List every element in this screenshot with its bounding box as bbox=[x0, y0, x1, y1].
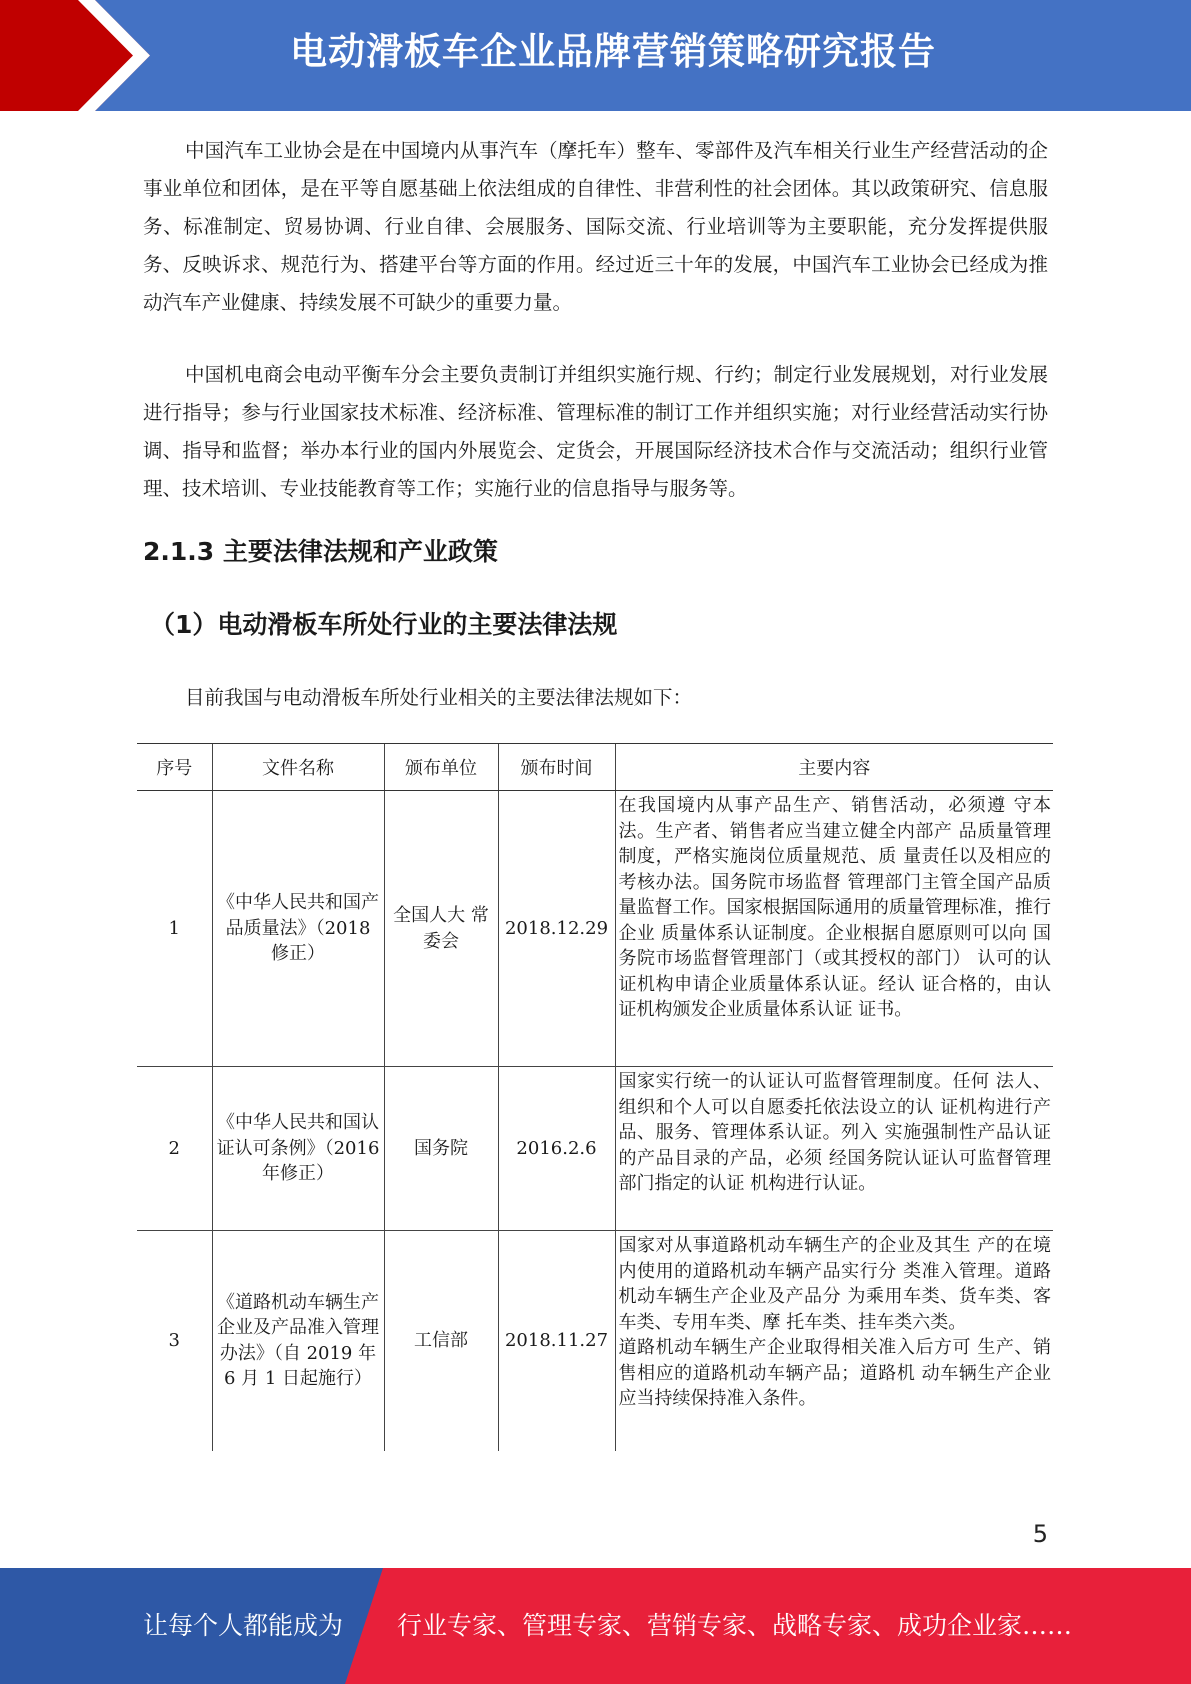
table-row bbox=[137, 1231, 1053, 1451]
cell-date: 2018.12.29 bbox=[498, 791, 615, 1067]
cell-date: 2016.2.6 bbox=[498, 1067, 615, 1231]
content-line: 道路机动车辆生产企业取得相关准入后方可 生产、销售相应的道路机动车辆产品；道路机 动车辆生产企业应当持续保持准入条件。 bbox=[618, 1337, 1051, 1409]
cell-doc-name: 《中华人民共和国认证认可条例》（2016 年修正） bbox=[212, 1067, 384, 1231]
page-footer bbox=[0, 1568, 1191, 1684]
header-issuer: 颁布单位 bbox=[384, 744, 498, 791]
cell-issuer: 国务院 bbox=[384, 1067, 498, 1231]
cell-no: 3 bbox=[168, 1330, 180, 1351]
cell-no: 2 bbox=[137, 1067, 212, 1231]
laws-table bbox=[137, 743, 1053, 1451]
cell-content bbox=[615, 1231, 1053, 1451]
page-header bbox=[0, 0, 1191, 111]
table-intro: 目前我国与电动滑板车所处行业相关的主要法律法规如下： bbox=[185, 686, 693, 709]
cell-no: 1 bbox=[137, 791, 212, 1067]
subsection-heading: （1）电动滑板车所处行业的主要法律法规 bbox=[150, 610, 618, 639]
footer-slogan-right: 行业专家、管理专家、营销专家、战略专家、成功企业家…… bbox=[397, 1611, 1073, 1640]
cell-doc-name: 《中华人民共和国产品质量法》（2018 修正） bbox=[212, 791, 384, 1067]
cell-issuer: 全国人大 常委会 bbox=[384, 791, 498, 1067]
footer-slogan-left: 让每个人都能成为 bbox=[143, 1611, 344, 1640]
paragraph-caam: 中国汽车工业协会是在中国境内从事汽车（摩托车）整车、零部件及汽车相关行业生产经营活动的企事业单位和团体，是在平等自愿基础上依法组成的自律性、非营利性的社会团体。其以政策研究、信息服务、标准制定、贸易协调、行业自律、会展服务、国际交流、行业培训等为主要职能，充分发挥提供服务、反映诉求、规范行为、搭建平台等方面的作用。经过近三十年的发展，中国汽车工业协会已经成为推动汽车产业健康、持续发展不可缺少的重要力量。 bbox=[143, 139, 1048, 314]
section-heading: 2.1.3 主要法律法规和产业政策 bbox=[143, 537, 498, 566]
paragraph-balance-car-branch: 中国机电商会电动平衡车分会主要负责制订并组织实施行规、行约；制定行业发展规划，对行业发展进行指导；参与行业国家技术标准、经济标准、管理标准的制订工作并组织实施；对行业经营活动实行协调、指导和监督；举办本行业的国内外展览会、定货会，开展国际经济技术合作与交流活动；组织行业管理、技术培训、专业技能教育等工作；实施行业的信息指导与服务等。 bbox=[143, 363, 1048, 500]
cell-issuer: 工信部 bbox=[384, 1231, 498, 1451]
cell-content: 国家实行统一的认证认可监督管理制度。任何 法人、组织和个人可以自愿委托依法设立的认 证机构进行产品、服务、管理体系认证。列入 实施强制性产品认证的产品目录的产品，必须 经国务院认证认可监督管理部门指定的认证 机构进行认证。 bbox=[615, 1067, 1053, 1231]
cell-doc-name: 《道路机动车辆生产企业及产品准入管理办法》（自 2019 年 6 月 1 日起施行） bbox=[212, 1231, 384, 1451]
header-doc-name: 文件名称 bbox=[212, 744, 384, 791]
cell-date: 2018.11.27 bbox=[498, 1231, 615, 1451]
page-number: 5 bbox=[1032, 1520, 1048, 1548]
content-line: 国家对从事道路机动车辆生产的企业及其生 产的在境内使用的道路机动车辆产品实行分 类准入管理。道路机动车辆生产企业及产品分 为乘用车类、货车类、客车类、专用车类、摩 托车类、挂车类六类。 bbox=[618, 1235, 1051, 1333]
header-content: 主要内容 bbox=[615, 744, 1053, 791]
table-header-row bbox=[137, 744, 1053, 791]
header-date: 颁布时间 bbox=[498, 744, 615, 791]
table-row bbox=[137, 791, 1053, 1067]
table-row bbox=[137, 1067, 1053, 1231]
cell-content: 在我国境内从事产品生产、销售活动，必须遵 守本法。生产者、销售者应当建立健全内部产 品质量管理制度，严格实施岗位质量规范、质 量责任以及相应的考核办法。国务院市场监督 管理部门主管全国产品质量监督工作。国家根据国际通用的质量管理标准，推行企业 质量体系认证制度。企业根据自愿原则可以向 国务院市场监督管理部门（或其授权的部门） 认可的认证机构申请企业质量体系认证。经认 证合格的，由认证机构颁发企业质量体系认证 证书。 bbox=[615, 791, 1053, 1067]
report-title: 电动滑板车企业品牌营销策略研究报告 bbox=[290, 30, 936, 73]
header-no: 序号 bbox=[137, 744, 212, 791]
